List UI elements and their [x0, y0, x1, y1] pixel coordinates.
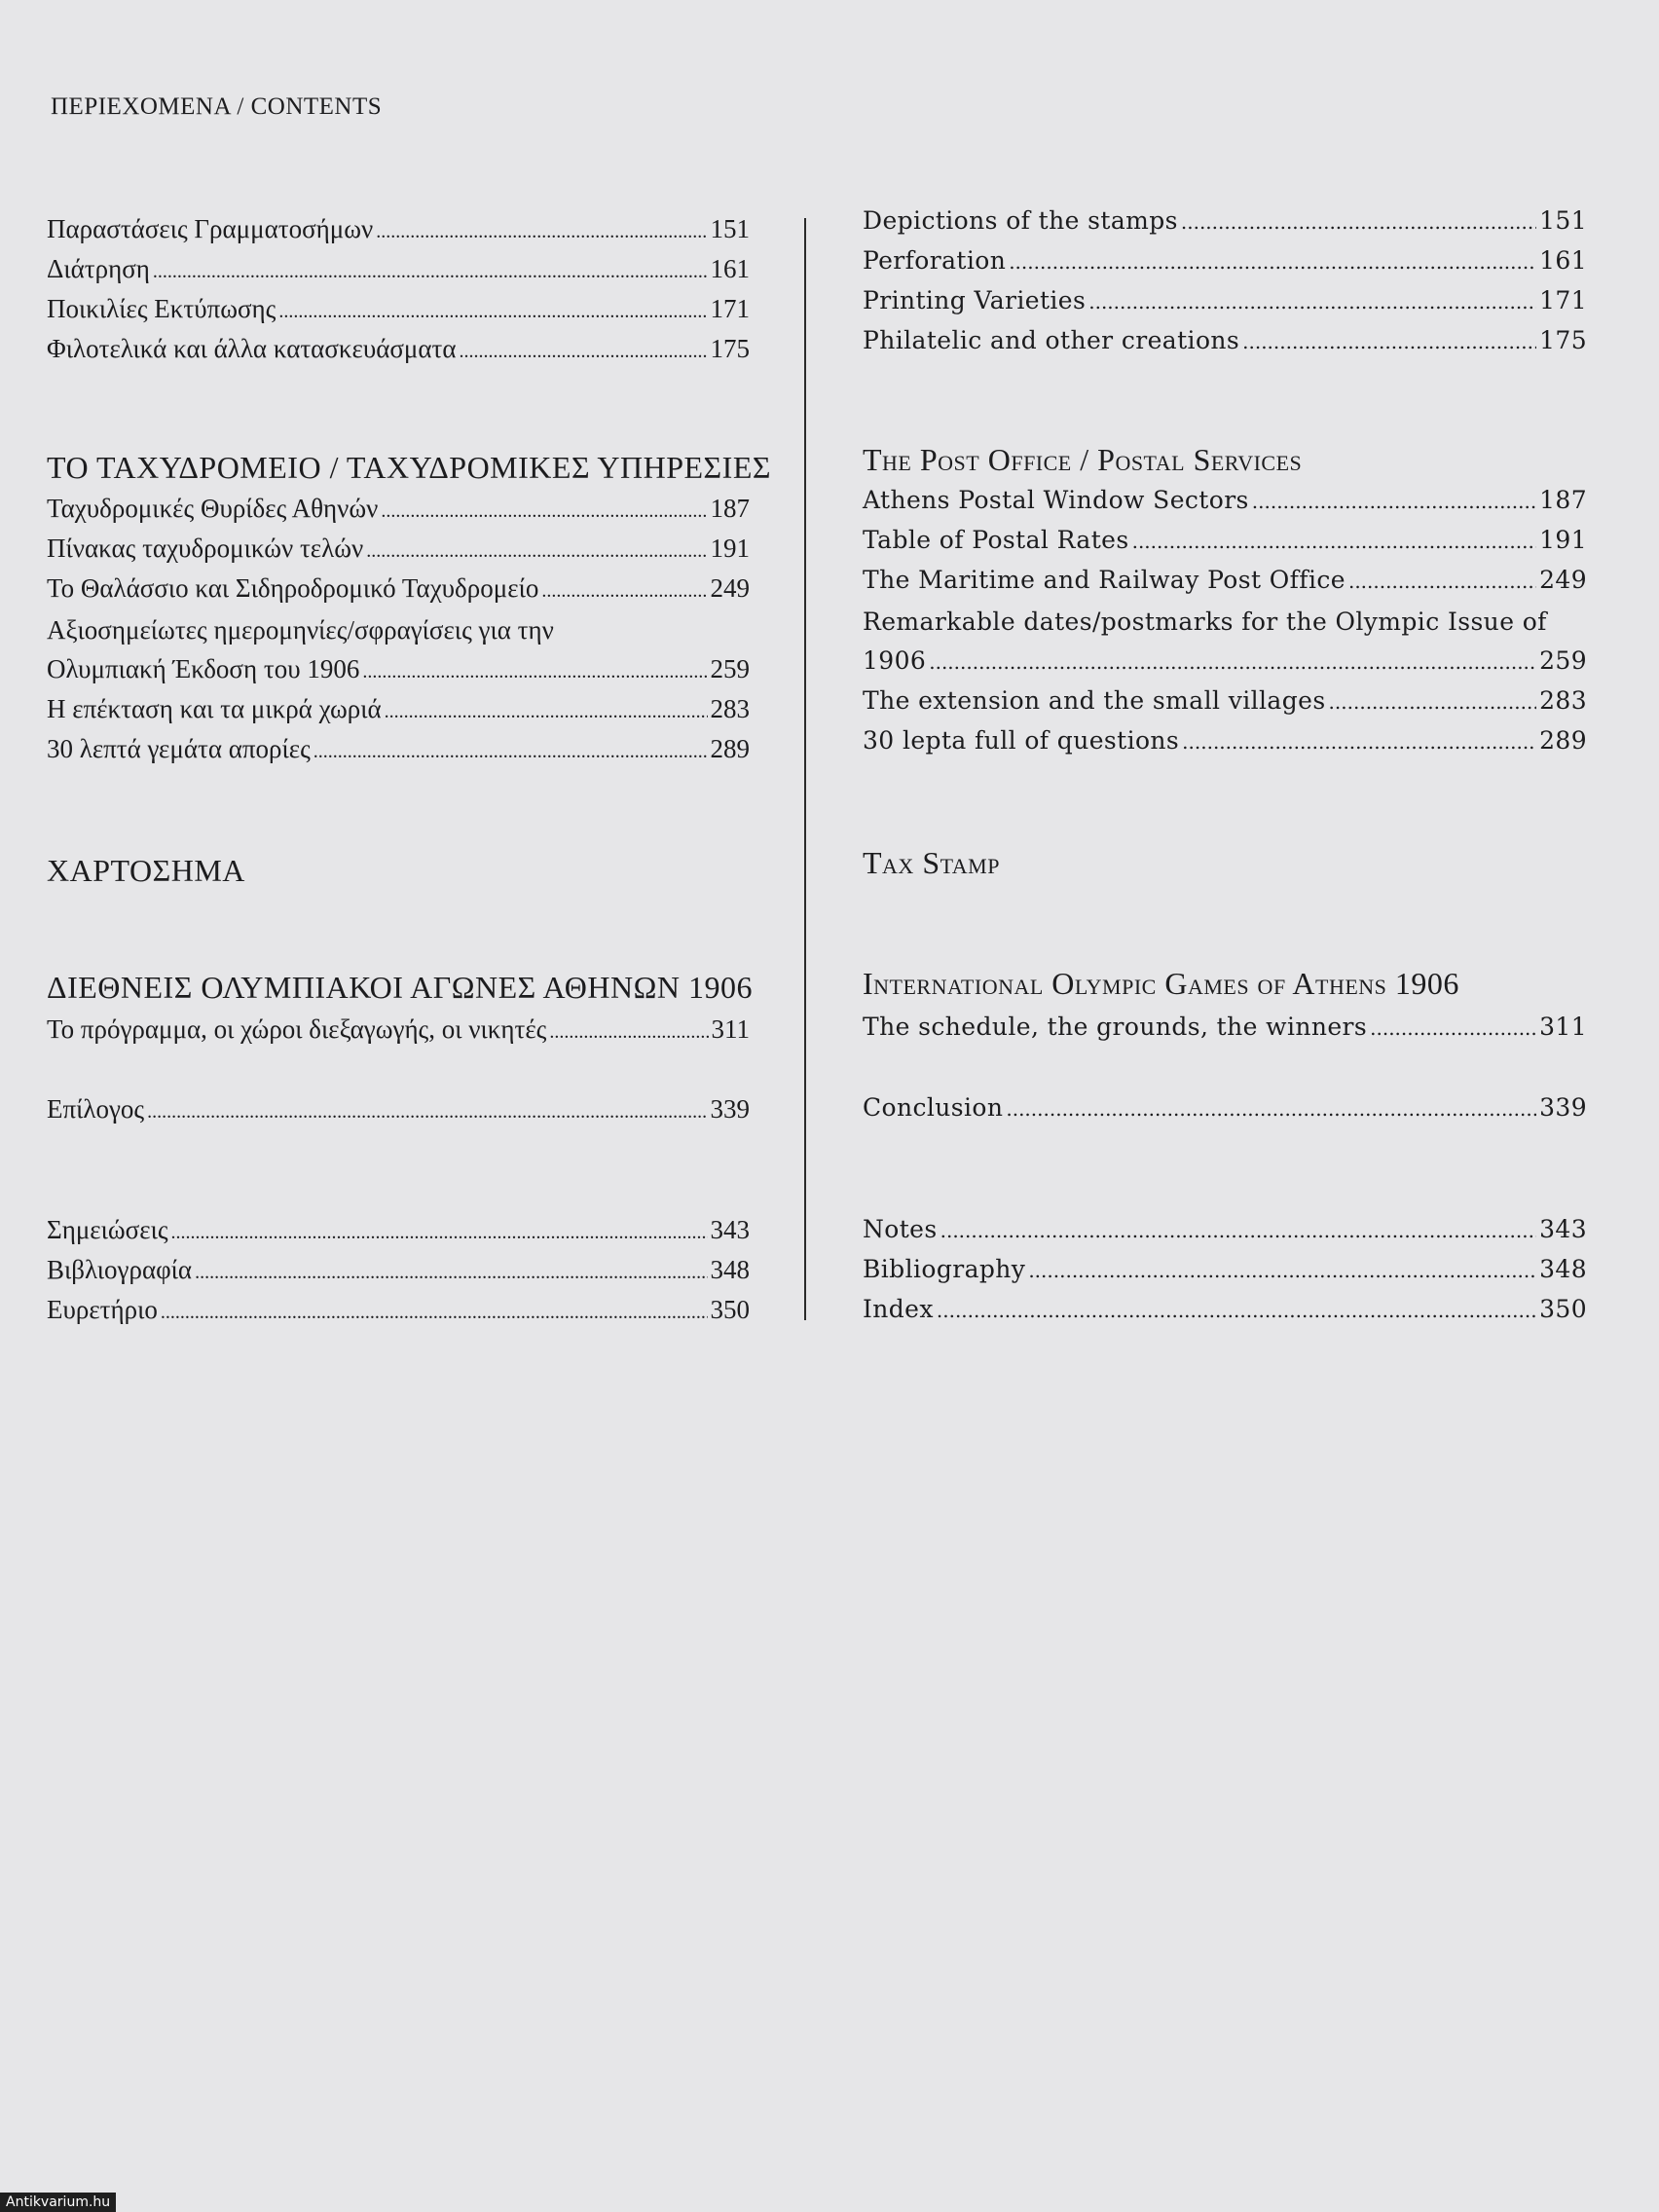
- toc-entry[interactable]: Depictions of the stamps ..... 151: [863, 206, 1587, 241]
- page-header: ΠΕΡΙΕΧΟΜΕΝΑ / CONTENTS: [51, 93, 383, 120]
- toc-entry-line1[interactable]: Remarkable dates/postmarks for the Olympic Issue of: [863, 608, 1547, 636]
- toc-entry[interactable]: Φιλοτελικά και άλλα κατασκευάσματα ..... 175: [47, 334, 750, 369]
- toc-entry[interactable]: Πίνακας ταχυδρομικών τελών ..... 191: [47, 534, 750, 569]
- toc-entry-line1[interactable]: Αξιοσημείωτες ημερομηνίες/σφραγίσεις για την: [47, 615, 554, 645]
- toc-entry[interactable]: Perforation ..... 161: [863, 246, 1587, 281]
- toc-entry[interactable]: Ολυμπιακή Έκδοση του 1906 ..... 259: [47, 654, 750, 689]
- toc-entry[interactable]: Philatelic and other creations ..... 175: [863, 326, 1587, 361]
- section-heading-olympic-games: International Olympic Games of Athens 1906: [863, 966, 1459, 1001]
- toc-entry[interactable]: Το Θαλάσσιο και Σιδηροδρομικό Ταχυδρομείο ..... 249: [47, 573, 750, 608]
- toc-entry[interactable]: 1906 ..... 259: [863, 646, 1587, 682]
- toc-entry[interactable]: Παραστάσεις Γραμματοσήμων ..... 151: [47, 214, 750, 249]
- section-heading-tax-stamp[interactable]: ΧΑΡΤΟΣΗΜΑ: [47, 853, 245, 888]
- section-heading-olympic-games: ΔΙΕΘΝΕΙΣ ΟΛΥΜΠΙΑΚΟΙ ΑΓΩΝΕΣ ΑΘΗΝΩΝ 1906: [47, 970, 754, 1005]
- contents-greek: [47, 0, 771, 1363]
- toc-entry[interactable]: Η επέκταση και τα μικρά χωριά ..... 283: [47, 694, 750, 729]
- toc-entry[interactable]: Ευρετήριο ..... 350: [47, 1295, 750, 1330]
- section-heading-post-office: The Post Office / Postal Services: [863, 442, 1303, 477]
- toc-entry[interactable]: Notes ..... 343: [863, 1215, 1587, 1250]
- toc-entry[interactable]: 30 λεπτά γεμάτα απορίες ..... 289: [47, 734, 750, 769]
- toc-entry[interactable]: Athens Postal Window Sectors ..... 187: [863, 486, 1587, 521]
- toc-entry[interactable]: Ταχυδρομικές Θυρίδες Αθηνών ..... 187: [47, 494, 750, 529]
- section-heading-tax-stamp[interactable]: Tax Stamp: [863, 845, 1000, 880]
- section-heading-post-office: ΤΟ ΤΑΧΥΔΡΟΜΕΙΟ / ΤΑΧΥΔΡΟΜΙΚΕΣ ΥΠΗΡΕΣΙΕΣ: [47, 450, 771, 485]
- toc-entry[interactable]: Index ..... 350: [863, 1295, 1587, 1330]
- toc-entry[interactable]: Το πρόγραμμα, οι χώροι διεξαγωγής, οι νικητές ..... 311: [47, 1014, 750, 1050]
- toc-entry[interactable]: 30 lepta full of questions ..... 289: [863, 726, 1587, 761]
- column-divider: [804, 218, 806, 1320]
- toc-entry[interactable]: Printing Varieties ..... 171: [863, 286, 1587, 321]
- watermark-label: Antikvarium.hu: [0, 2193, 116, 2212]
- toc-entry[interactable]: Επίλογος ..... 339: [47, 1094, 750, 1129]
- toc-entry[interactable]: Βιβλιογραφία ..... 348: [47, 1255, 750, 1290]
- toc-entry[interactable]: Ποικιλίες Εκτύπωσης ..... 171: [47, 294, 750, 329]
- toc-entry[interactable]: The schedule, the grounds, the winners ..... 311: [863, 1013, 1587, 1048]
- toc-entry[interactable]: Conclusion ..... 339: [863, 1093, 1587, 1128]
- toc-entry[interactable]: The extension and the small villages ..... 283: [863, 686, 1587, 721]
- toc-entry[interactable]: Σημειώσεις ..... 343: [47, 1215, 750, 1250]
- toc-entry[interactable]: Table of Postal Rates ..... 191: [863, 526, 1587, 561]
- toc-entry[interactable]: The Maritime and Railway Post Office ..... 249: [863, 566, 1587, 601]
- contents-english: [863, 0, 1587, 1363]
- toc-entry[interactable]: Bibliography ..... 348: [863, 1255, 1587, 1290]
- toc-entry[interactable]: Διάτρηση ..... 161: [47, 254, 750, 289]
